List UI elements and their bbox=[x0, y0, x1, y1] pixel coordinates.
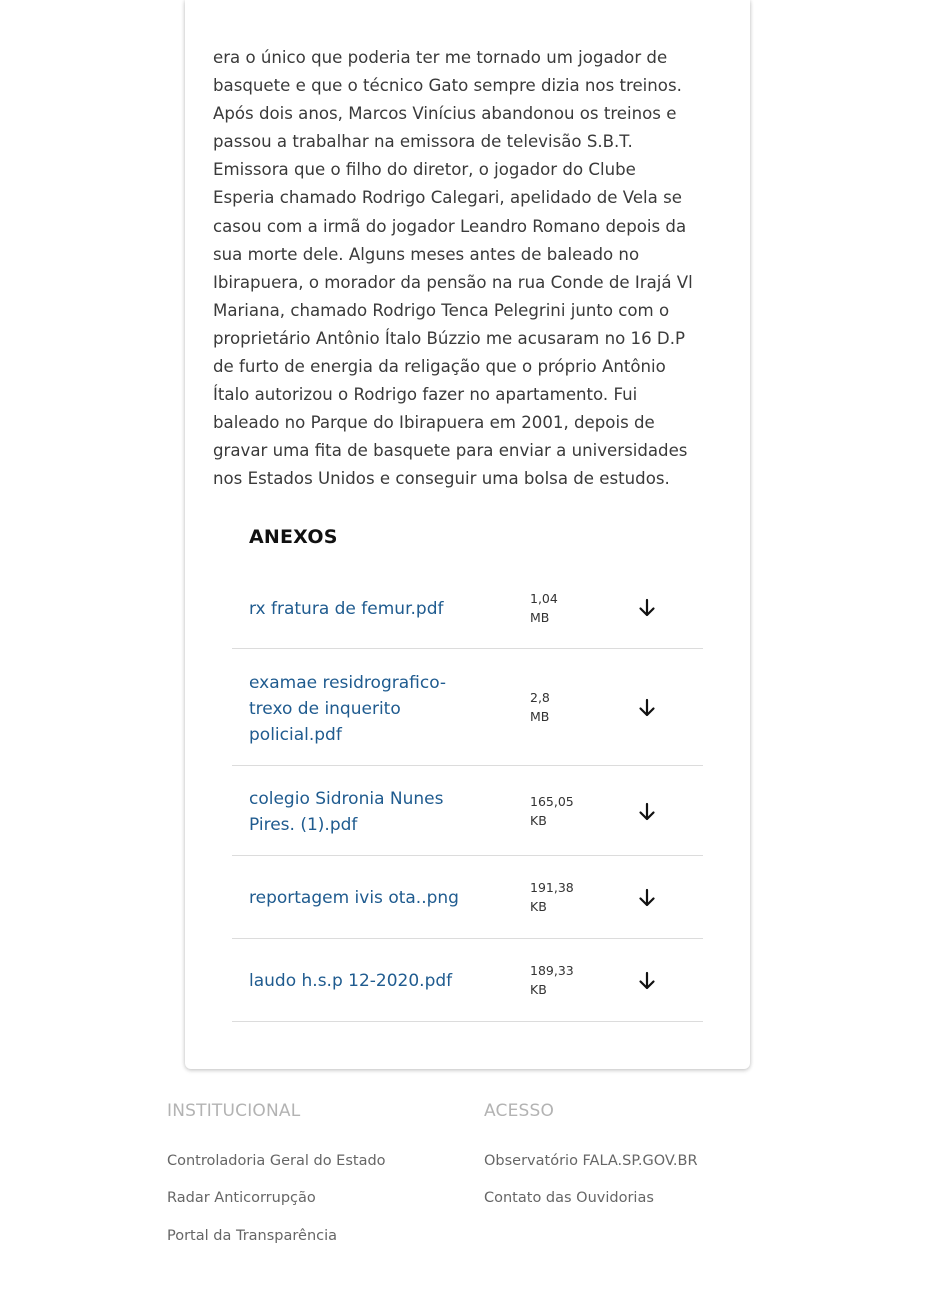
attachment-row bbox=[232, 572, 703, 649]
attachment-link[interactable]: laudo h.s.p 12-2020.pdf bbox=[249, 971, 453, 991]
attachment-row bbox=[232, 939, 703, 1022]
attachment-size: 191,38 KB bbox=[530, 880, 574, 914]
footer-link-observatorio[interactable]: Observatório FALA.SP.GOV.BR bbox=[484, 1153, 698, 1169]
download-arrow-icon[interactable] bbox=[636, 970, 658, 992]
story-line: era o único que poderia ter me tornado um jogador de bbox=[213, 48, 668, 67]
story-line: Ibirapuera, o morador da pensão na rua Conde de Irajá Vl bbox=[213, 272, 693, 292]
footer-link-radar-anticorrupcao[interactable]: Radar Anticorrupção bbox=[167, 1190, 316, 1206]
attachment-size: 1,04 MB bbox=[530, 591, 558, 625]
story-line: de furto de energia da religação que o próprio Antônio bbox=[213, 357, 666, 377]
download-arrow-icon[interactable] bbox=[636, 887, 658, 909]
footer-link-contato-ouvidorias[interactable]: Contato das Ouvidorias bbox=[484, 1190, 654, 1206]
story-line: nos Estados Unidos e conseguir uma bolsa de estudos. bbox=[213, 469, 670, 489]
attachment-link[interactable]: examae residrografico-trexo de inquerito policial.pdf bbox=[249, 673, 447, 745]
footer-link-controladoria[interactable]: Controladoria Geral do Estado bbox=[167, 1153, 386, 1169]
attachment-link[interactable]: rx fratura de femur.pdf bbox=[249, 599, 444, 619]
story-line: Emissora que o filho do diretor, o jogador do Clube bbox=[213, 160, 636, 180]
footer-heading-acesso: ACESSO bbox=[484, 1101, 555, 1121]
story-line: gravar uma fita de basquete para enviar a universidades bbox=[213, 441, 688, 461]
attachment-size: 189,33 KB bbox=[530, 963, 574, 997]
story-line: Ítalo autorizou o Rodrigo fazer no apartamento. Fui bbox=[213, 385, 638, 405]
story-line: sua morte dele. Alguns meses antes de baleado no bbox=[213, 244, 640, 264]
manifestation-text bbox=[213, 44, 733, 494]
attachments-heading: ANEXOS bbox=[249, 526, 338, 548]
story-line: basquete e que o técnico Gato sempre dizia nos treinos. bbox=[213, 76, 682, 96]
story-line: passou a trabalhar na emissora de televisão S.B.T. bbox=[213, 132, 633, 152]
attachment-row bbox=[232, 766, 703, 856]
story-line: Após dois anos, Marcos Vinícius abandonou os treinos e bbox=[213, 104, 677, 124]
story-line: proprietário Antônio Ítalo Búzzio me acusaram no 16 D.P bbox=[213, 328, 685, 348]
attachment-size: 165,05 KB bbox=[530, 794, 574, 828]
download-arrow-icon[interactable] bbox=[636, 597, 658, 619]
attachment-row bbox=[232, 856, 703, 939]
story-line: Esperia chamado Rodrigo Calegari, apelidado de Vela se bbox=[213, 188, 682, 208]
download-arrow-icon[interactable] bbox=[636, 801, 658, 823]
story-line: casou com a irmã do jogador Leandro Romano depois da bbox=[213, 216, 687, 236]
download-arrow-icon[interactable] bbox=[636, 697, 658, 719]
attachment-link[interactable]: reportagem ivis ota..png bbox=[249, 888, 459, 908]
attachment-row bbox=[232, 649, 703, 766]
attachment-size: 2,8 MB bbox=[530, 690, 550, 724]
attachment-link[interactable]: colegio Sidronia Nunes Pires. (1).pdf bbox=[249, 789, 444, 835]
story-line: baleado no Parque do Ibirapuera em 2001, depois de bbox=[213, 413, 655, 433]
footer-link-portal-transparencia[interactable]: Portal da Transparência bbox=[167, 1228, 338, 1244]
story-line: Mariana, chamado Rodrigo Tenca Pelegrini junto com o bbox=[213, 300, 670, 320]
footer-heading-institucional: INSTITUCIONAL bbox=[167, 1101, 301, 1121]
